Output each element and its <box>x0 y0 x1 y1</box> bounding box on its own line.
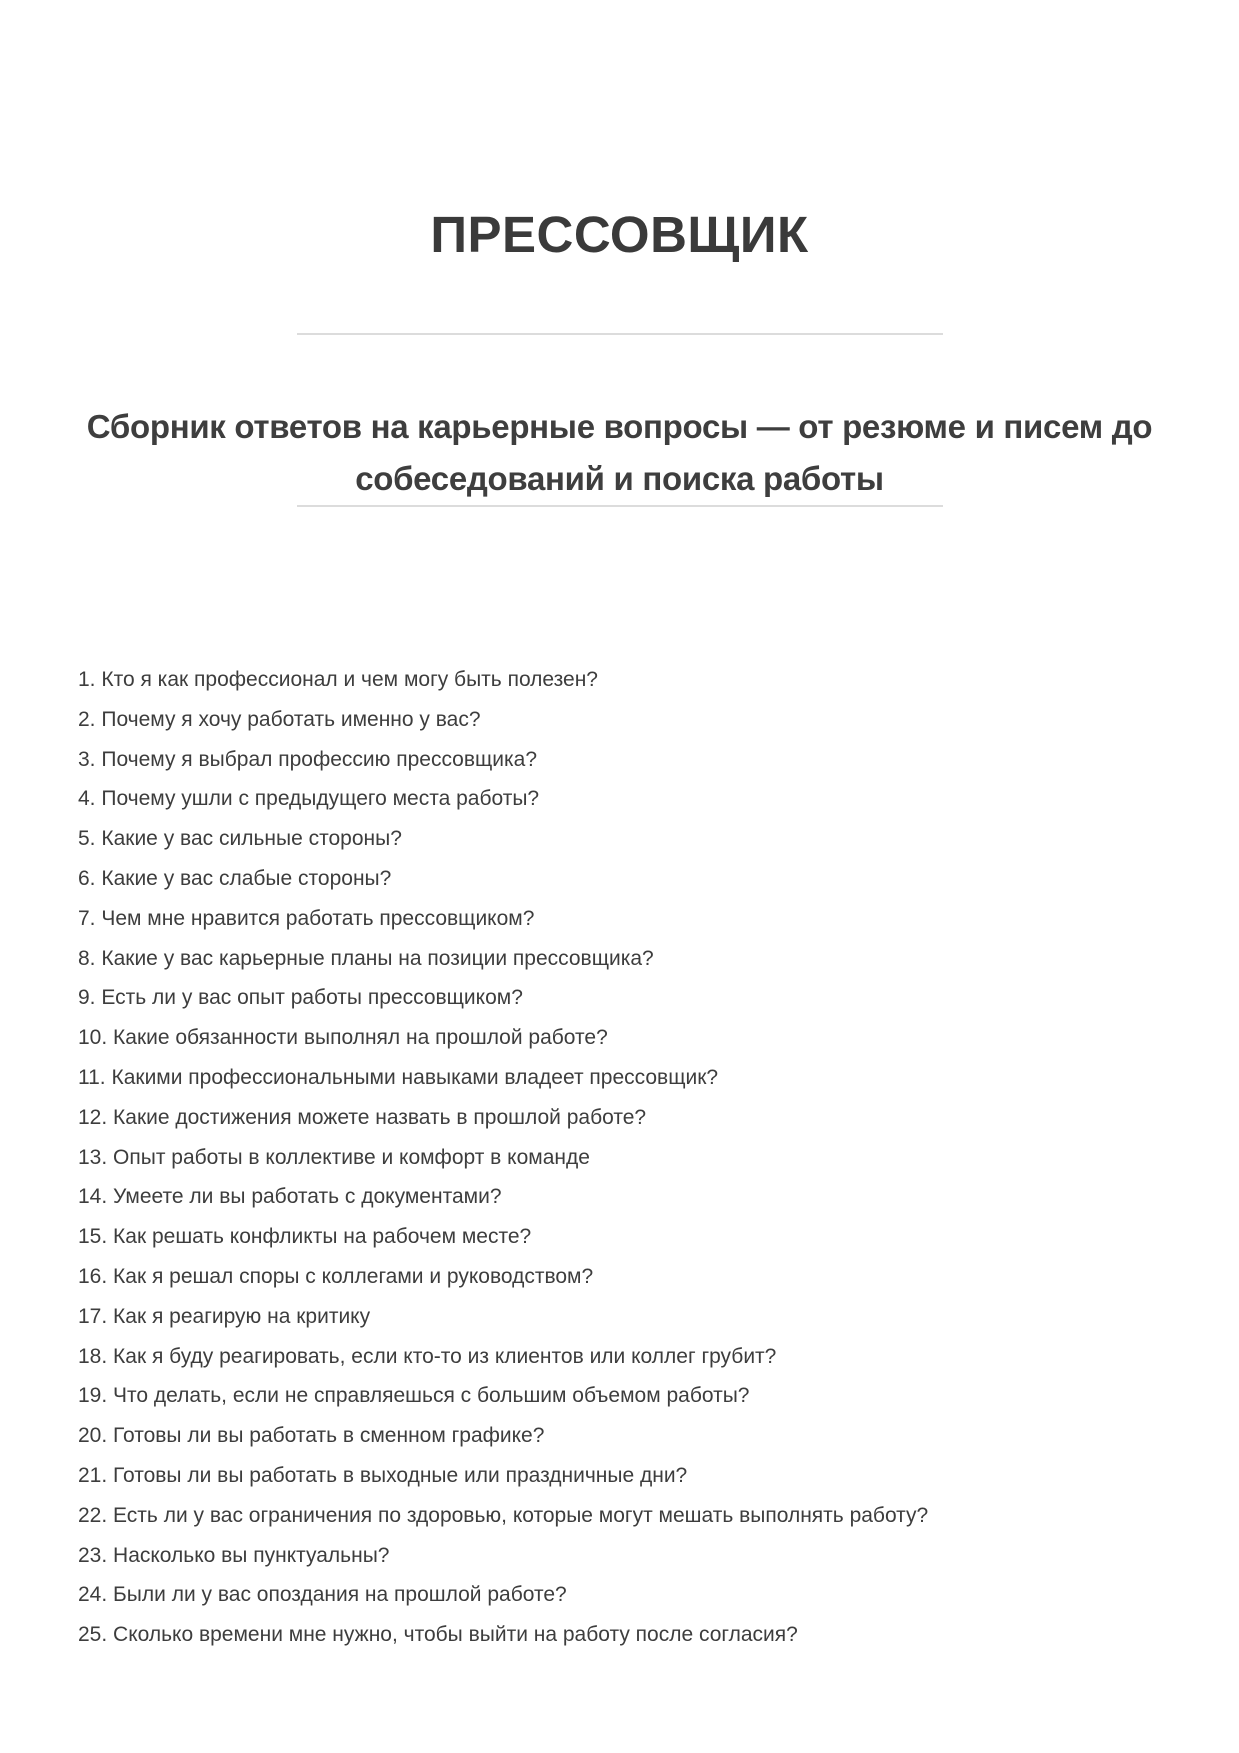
divider-line-top <box>297 333 943 335</box>
subtitle-line-2: собеседований и поиска работы <box>355 460 884 498</box>
page-title: ПРЕССОВЩИК <box>430 206 809 264</box>
divider-line-bottom <box>297 505 943 507</box>
question-item: 21. Готовы ли вы работать в выходные или праздничные дни? <box>78 1463 688 1487</box>
question-item: 24. Были ли у вас опоздания на прошлой работе? <box>78 1583 567 1607</box>
question-item: 11. Какими профессиональными навыками владеет прессовщик? <box>78 1065 719 1089</box>
question-item: 2. Почему я хочу работать именно у вас? <box>78 707 481 731</box>
question-item: 14. Умеете ли вы работать с документами? <box>78 1185 502 1209</box>
question-item: 7. Чем мне нравится работать прессовщиком? <box>78 906 535 930</box>
question-item: 22. Есть ли у вас ограничения по здоровью, которые могут мешать выполнять работу? <box>78 1503 929 1527</box>
page-subtitle <box>0 401 1239 505</box>
question-item: 16. Как я решал споры с коллегами и руководством? <box>78 1264 594 1288</box>
question-item: 20. Готовы ли вы работать в сменном графике? <box>78 1424 545 1448</box>
question-item: 6. Какие у вас слабые стороны? <box>78 866 392 890</box>
question-item: 5. Какие у вас сильные стороны? <box>78 827 402 851</box>
question-item: 12. Какие достижения можете назвать в прошлой работе? <box>78 1105 647 1129</box>
question-item: 19. Что делать, если не справляешься с большим объемом работы? <box>78 1384 750 1408</box>
question-item: 18. Как я буду реагировать, если кто-то из клиентов или коллег грубит? <box>78 1344 777 1368</box>
question-item: 4. Почему ушли с предыдущего места работы? <box>78 787 540 811</box>
question-item: 9. Есть ли у вас опыт работы прессовщиком? <box>78 986 523 1010</box>
subtitle-line-1: Сборник ответов на карьерные вопросы — от резюме и писем до <box>86 408 1153 446</box>
question-item: 23. Насколько вы пунктуальны? <box>78 1543 390 1567</box>
question-item: 1. Кто я как профессионал и чем могу быть полезен? <box>78 668 598 691</box>
question-item: 13. Опыт работы в коллективе и комфорт в команде <box>78 1145 590 1169</box>
question-item: 25. Сколько времени мне нужно, чтобы выйти на работу после согласия? <box>78 1623 798 1647</box>
question-item: 8. Какие у вас карьерные планы на позиции прессовщика? <box>78 946 654 970</box>
question-item: 15. Как решать конфликты на рабочем месте? <box>78 1225 532 1249</box>
question-item: 10. Какие обязанности выполнял на прошлой работе? <box>78 1026 608 1050</box>
question-item: 17. Как я реагирую на критику <box>78 1304 371 1328</box>
questions-list <box>78 660 1199 1655</box>
question-item: 3. Почему я выбрал профессию прессовщика? <box>78 747 538 771</box>
